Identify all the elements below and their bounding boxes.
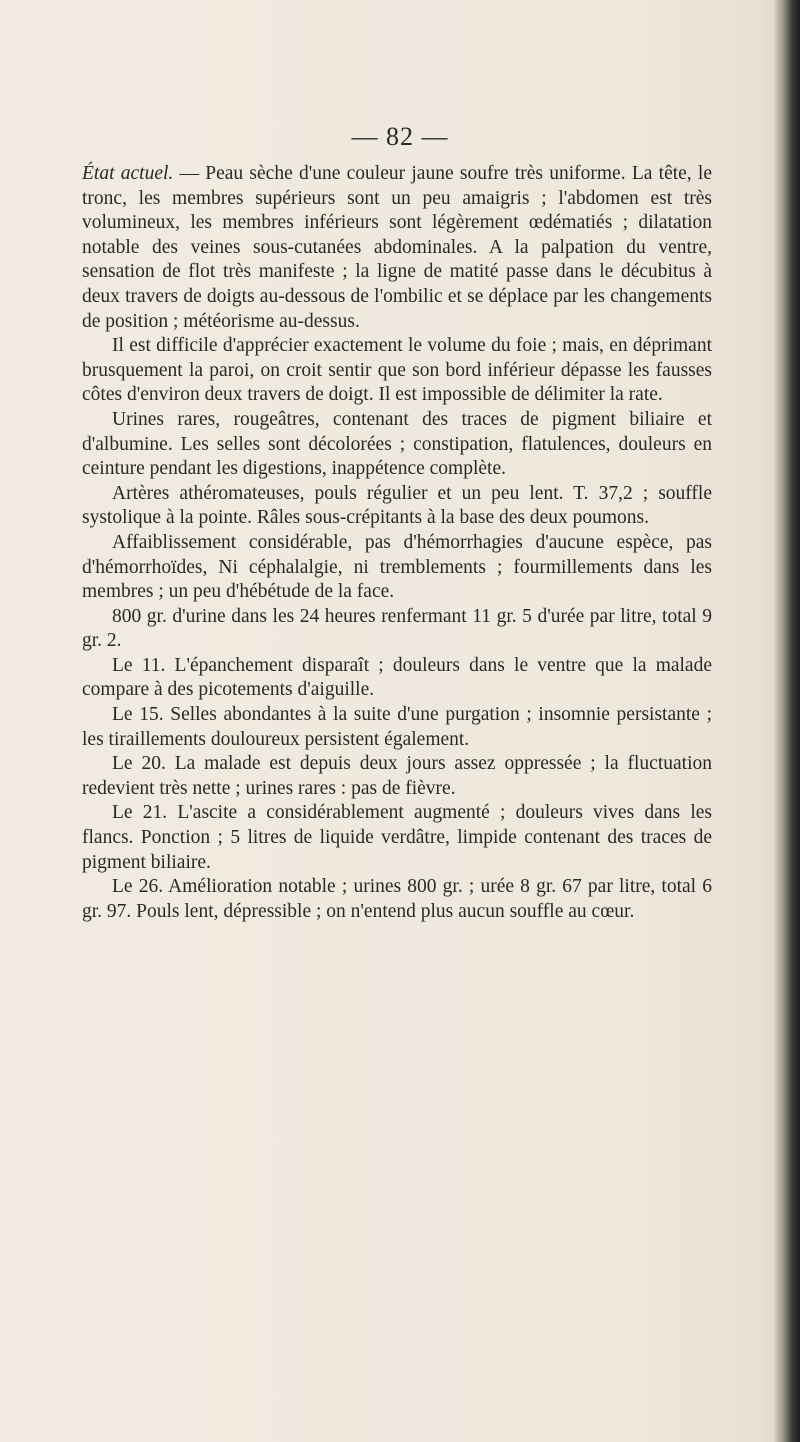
paragraph-urines: Urines rares, rougeâtres, contenant des traces de pigment biliaire et d'albumine. Les selles sont décolorées ; constipation, flatulences, douleurs en ceinture pendant les digestions, inappétence complète. — [82, 408, 712, 480]
section-heading: État actuel. — [82, 163, 174, 184]
paragraph-le-26: Le 26. Amélioration notable ; urines 800 gr. ; urée 8 gr. 67 par litre, total 6 gr. 97. Pouls lent, dépressible ; on n'entend plus aucun souffle au cœur. — [82, 876, 712, 922]
page-number: — 82 — — [351, 122, 449, 151]
paragraph-le-21: Le 21. L'ascite a considérablement augmenté ; douleurs vives dans les flancs. Ponction ; 5 litres de liquide verdâtre, limpide contenant des traces de pigment biliaire. — [82, 802, 712, 873]
paragraph-le-11: Le 11. L'épanchement disparaît ; douleurs dans le ventre que la malade compare à des picotements d'aiguille. — [82, 654, 712, 701]
paragraph-le-20: Le 20. La malade est depuis deux jours assez oppressée ; la fluctuation redevient très nette ; urines rares : pas de fièvre. — [82, 753, 712, 799]
paragraph-foie: Il est difficile d'apprécier exactement le volume du foie ; mais, en déprimant brusquement la paroi, on croit sentir que son bord inférieur dépasse les fausses côtes d'environ deux travers de doigt. Il est impossible de délimiter la rate. — [82, 335, 712, 406]
paragraph-text: — Peau sèche d'une couleur jaune soufre très uniforme. La tête, le tronc, les membres supérieurs sont un peu amaigris ; l'abdomen est très volumineux, les membres inférieurs sont légèrement œdématiés ; dilatation notable des veines sous-cutanées abdominales. A la palpation du ventre, sensation de flot très manifeste ; la ligne de matité passe dans le décubitus à deux travers de doigts au-dessous de l'ombilic et se déplace par les changements de position ; météorisme au-dessus. — [82, 163, 712, 332]
paragraph-etat-actuel — [82, 162, 712, 334]
paragraph-le-15: Le 15. Selles abondantes à la suite d'une purgation ; insomnie persistante ; les tiraillements douloureux persistent également. — [82, 704, 712, 750]
body-text — [82, 162, 712, 924]
page-edge-shadow — [774, 0, 800, 1442]
paragraph-arteres: Artères athéromateuses, pouls régulier et un peu lent. T. 37,2 ; souffle systolique à la pointe. Râles sous-crépitants à la base des deux poumons. — [82, 482, 712, 529]
paragraph-urine-800: 800 gr. d'urine dans les 24 heures renfermant 11 gr. 5 d'urée par litre, total 9 gr. 2. — [82, 605, 712, 652]
paragraph-affaiblissement: Affaiblissement considérable, pas d'hémorrhagies d'aucune espèce, pas d'hémorrhoïdes, Ni céphalalgie, ni tremblements ; fourmillements dans les membres ; un peu d'hébétude de la face. — [82, 531, 712, 603]
